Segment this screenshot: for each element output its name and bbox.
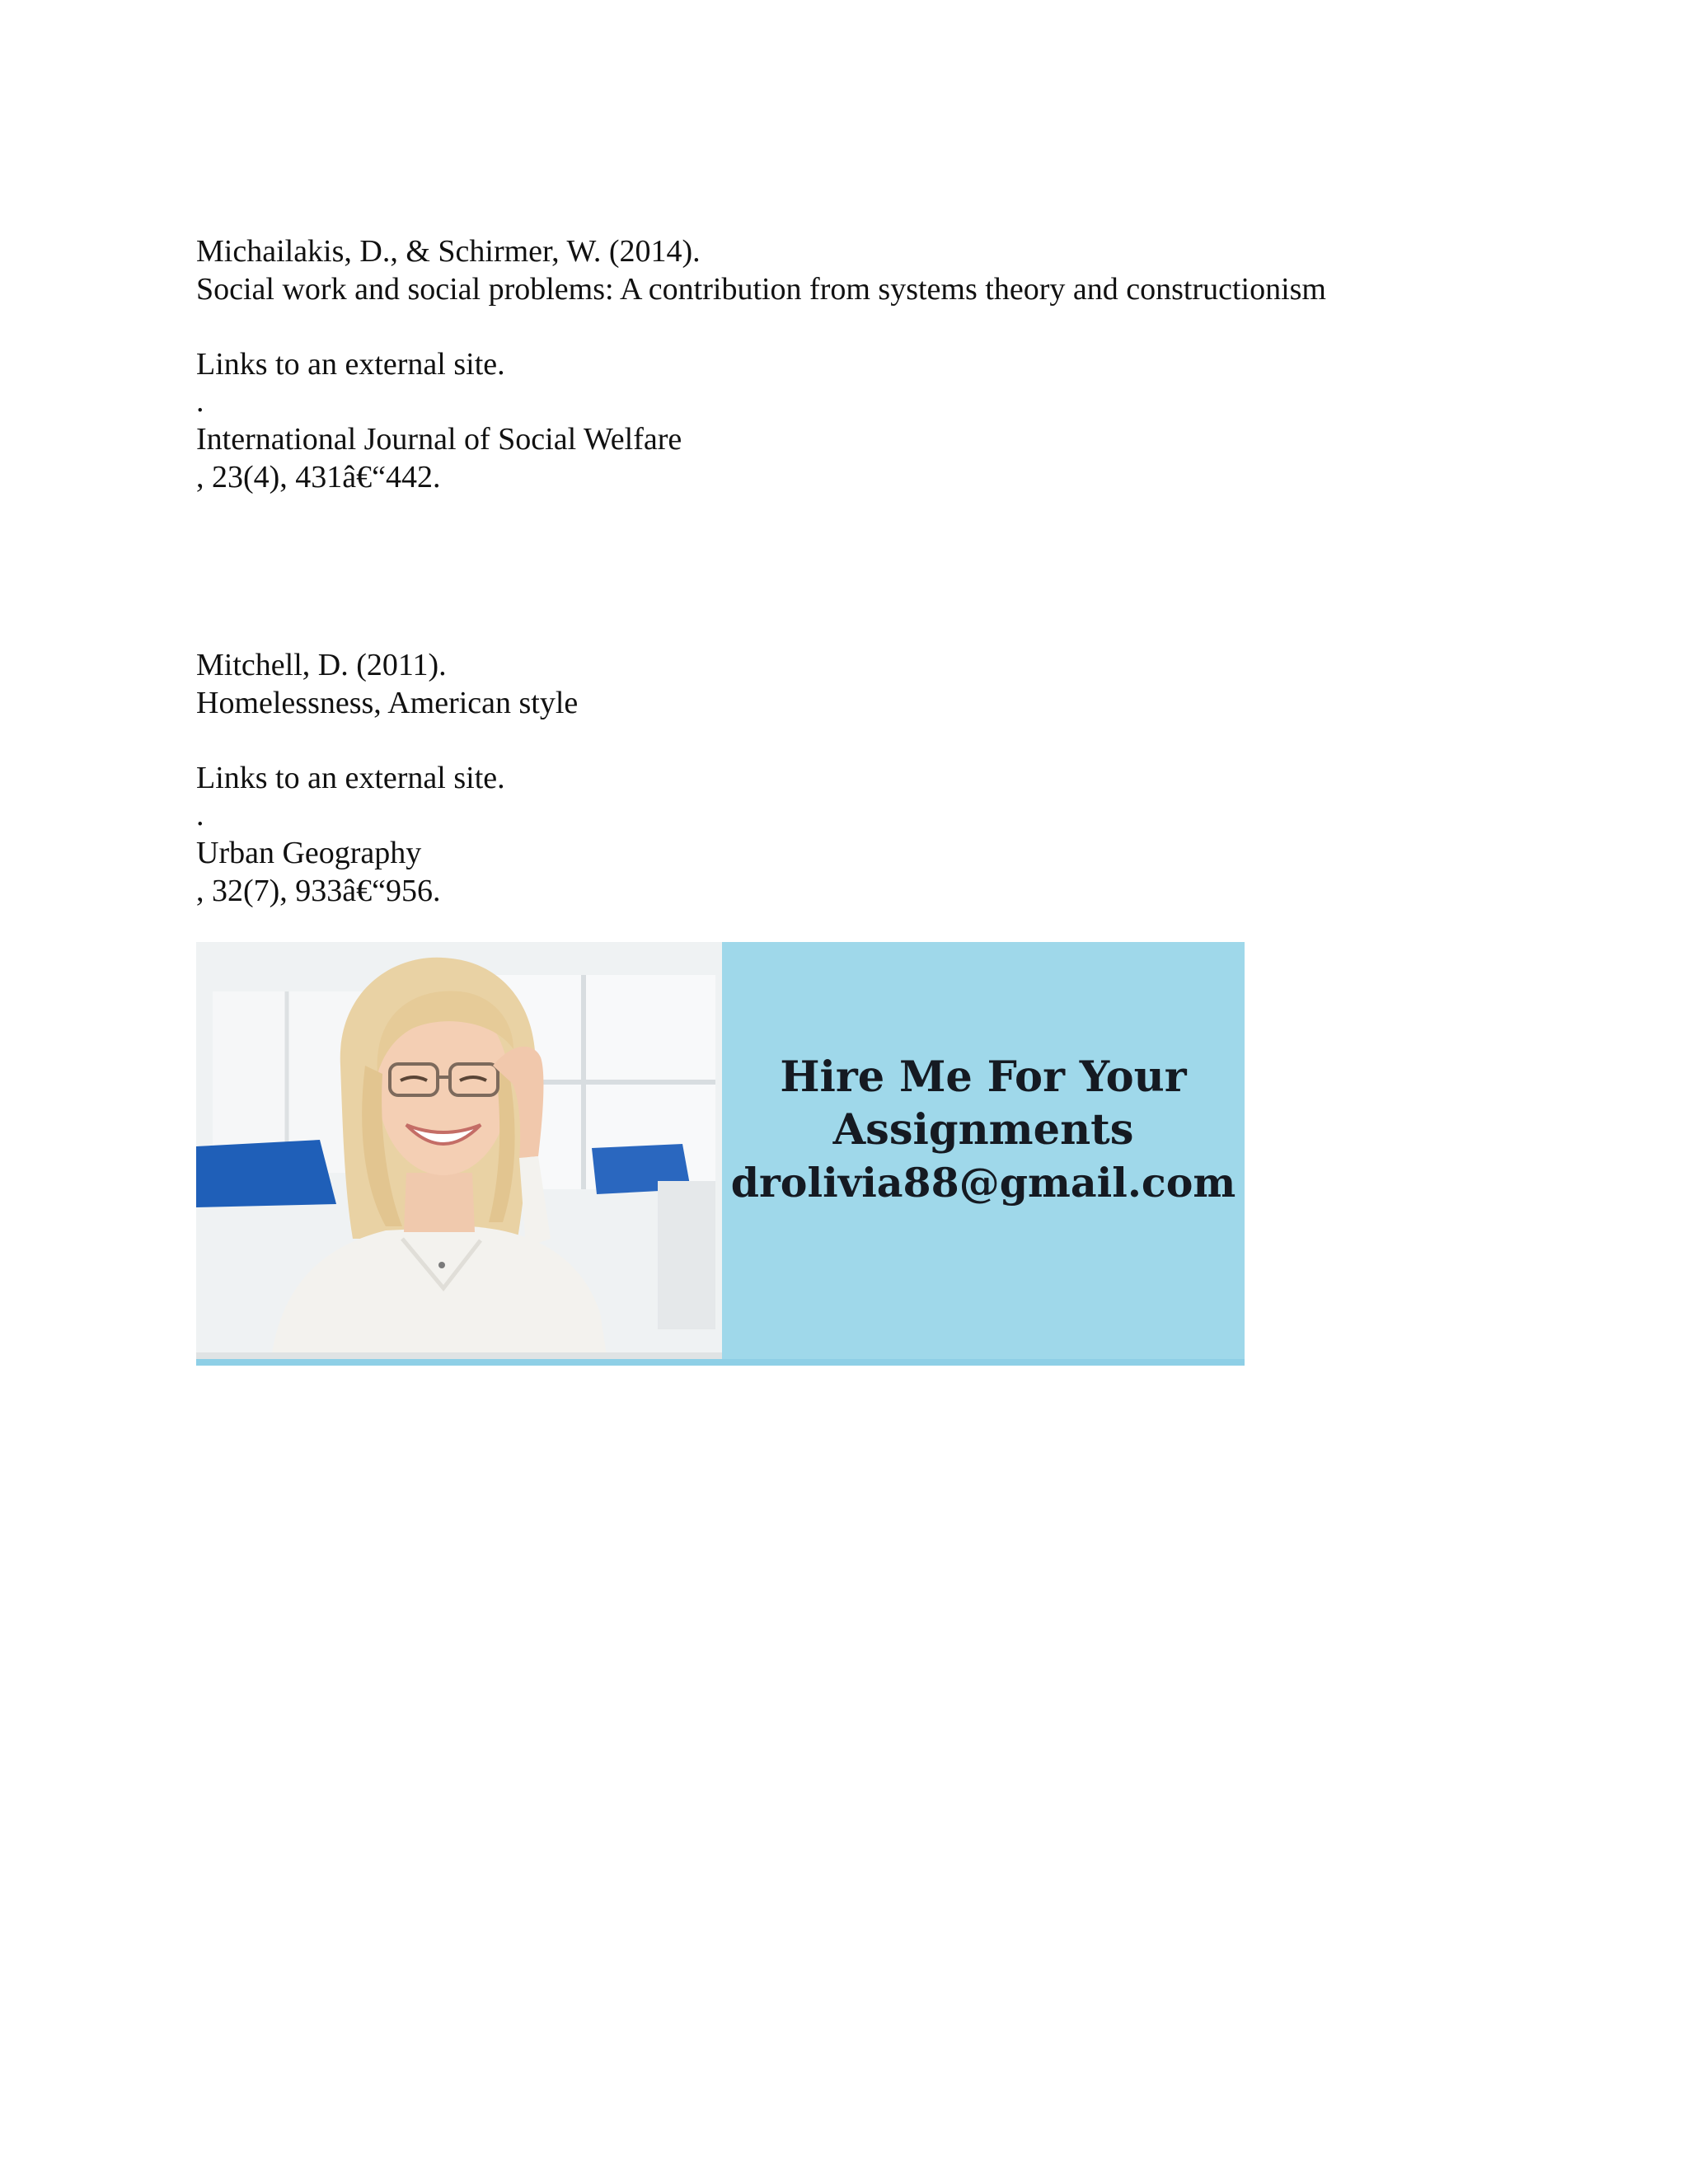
reference-volume-pages: , 23(4), 431â€“442. [196,459,441,494]
hire-me-banner [196,942,1245,1366]
reference-journal: International Journal of Social Welfare [196,421,682,457]
reference-authors: Michailakis, D., & Schirmer, W. (2014). [196,234,701,269]
promo-line-2: Assignments [832,1105,1134,1155]
reference-journal: Urban Geography [196,835,422,870]
reference-entry-1 [196,233,1482,496]
blank-line [196,722,1482,760]
reference-entry-2 [196,647,1482,910]
promo-line-1: Hire Me For Your [780,1052,1187,1102]
banner-photo [196,942,724,1366]
external-link[interactable]: Links to an external site. [196,760,505,795]
reference-separator: . [196,798,204,833]
woman-photo-illustration [196,942,724,1366]
reference-authors: Mitchell, D. (2011). [196,648,447,682]
reference-separator: . [196,384,204,419]
reference-volume-pages: , 32(7), 933â€“956. [196,873,441,908]
promo-text [722,1051,1245,1209]
promo-email: drolivia88@gmail.com [730,1159,1236,1207]
reference-title: Homelessness, American style [196,685,579,720]
banner-bottom-strip [196,1359,1245,1366]
external-link[interactable]: Links to an external site. [196,346,505,382]
promo-panel [722,942,1245,1366]
reference-title: Social work and social problems: A contribution from systems theory and constructionism [196,271,1326,307]
blank-line [196,308,1482,346]
